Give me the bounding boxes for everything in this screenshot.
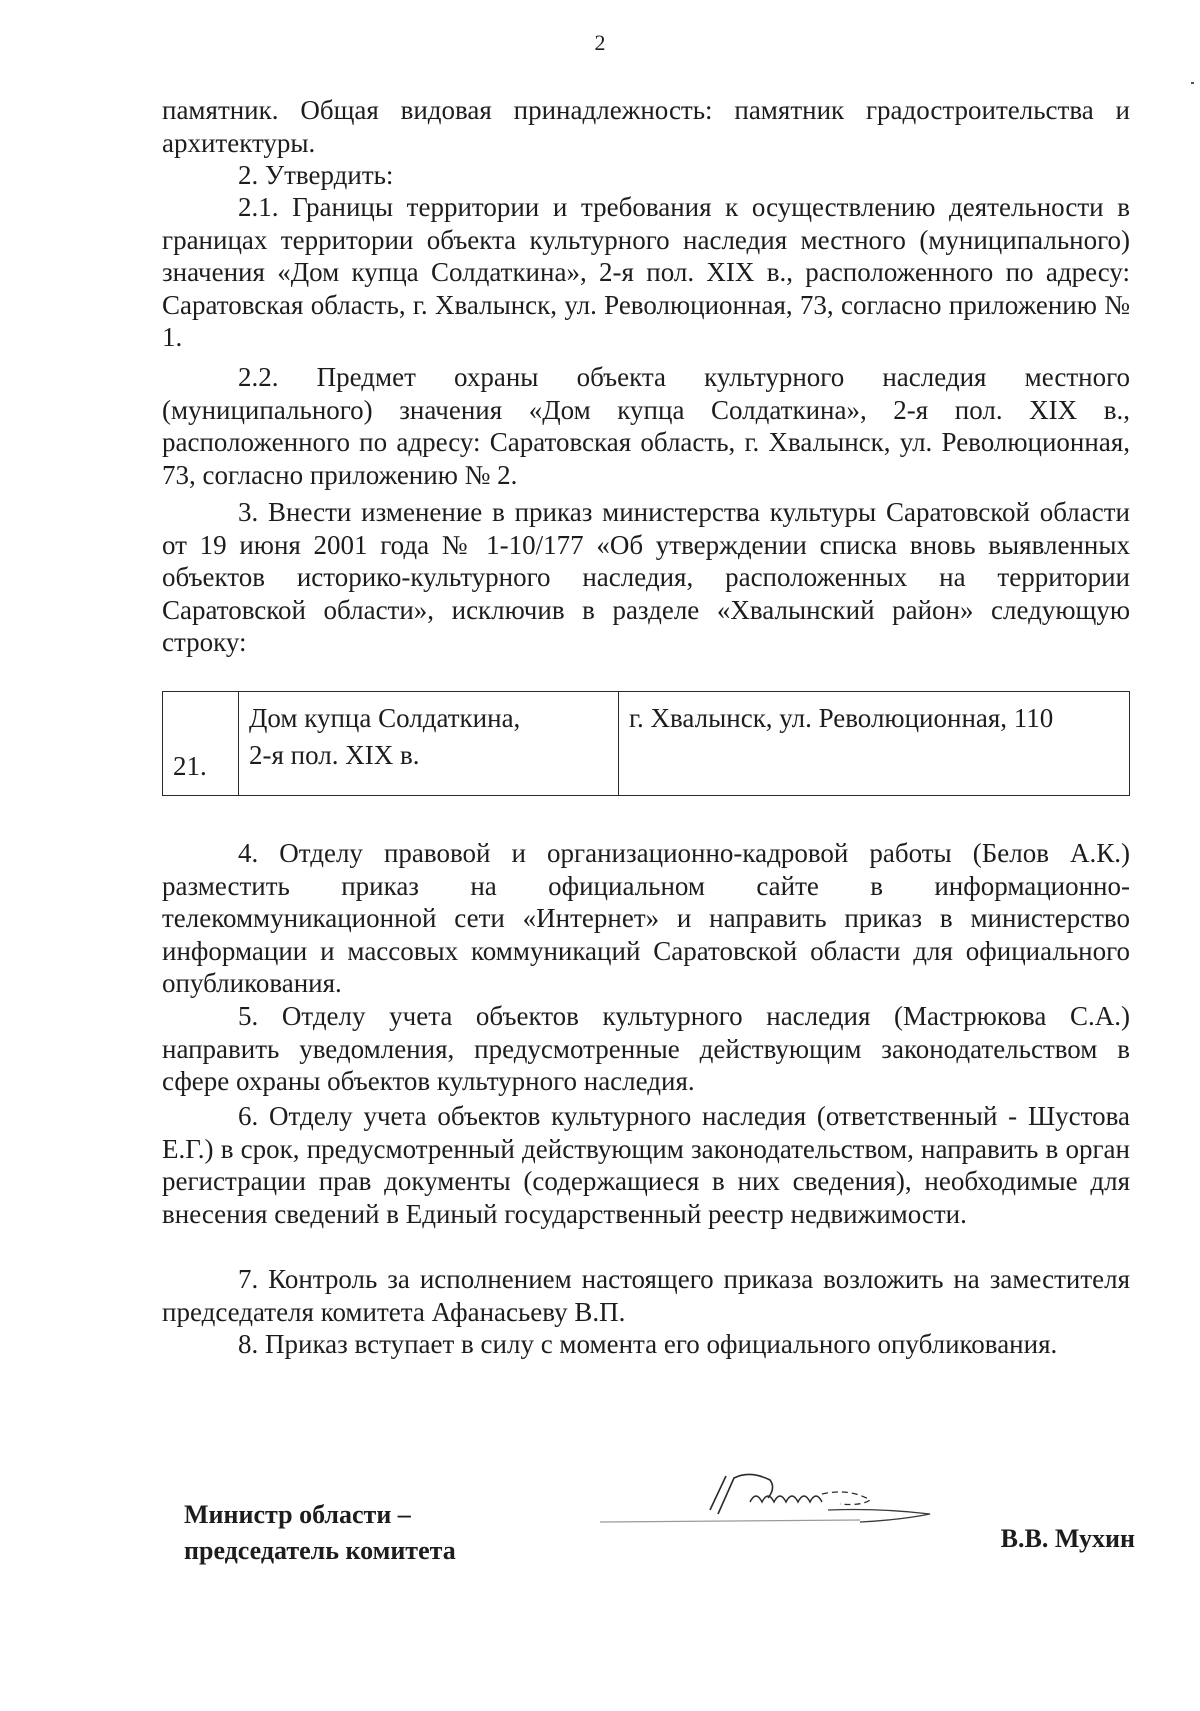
excluded-objects-table <box>162 691 1130 796</box>
table-cell-address: г. Хвалынск, ул. Революционная, 110 <box>619 692 1130 796</box>
handwritten-signature <box>600 1470 960 1540</box>
scan-artifact <box>1191 82 1194 84</box>
paragraph-monument-type: памятник. Общая видовая принадлежность: памятник градостроительства и архитектуры. <box>162 95 1130 158</box>
object-name-line-1: Дом купца Солдаткина, <box>249 703 521 733</box>
object-name-line-2: 2-я пол. XIX в. <box>249 740 420 770</box>
table-cell-number: 21. <box>163 692 239 796</box>
paragraph-8-effective-date: 8. Приказ вступает в силу с момента его официального опубликования. <box>238 1329 1058 1359</box>
paragraph-5-notifications: 5. Отделу учета объектов культурного наследия (Мастрюкова С.А.) направить уведомления, предусмотренные действующим законодательством в сфере охраны объектов культурного наследия. <box>162 1001 1130 1096</box>
page-number: 2 <box>594 30 606 55</box>
paragraph-3-amendment: 3. Внести изменение в приказ министерства культуры Саратовской области от 19 июня 2001 года № 1-10/177 «Об утверждении списка вновь выявленных объектов историко-культурного наследия, расположенных на территории Саратовской области», исключив в разделе «Хвалынский район» следующую строку: <box>162 497 1130 657</box>
signatory-position-line-2: председатель комитета <box>184 1536 456 1565</box>
paragraph-2-1-boundaries: 2.1. Границы территории и требования к осуществлению деятельности в границах территории объекта культурного наследия местного (муниципального) значения «Дом купца Солдаткина», 2-я пол. XIX в., расположенного по адресу: Саратовская область, г. Хвалынск, ул. Революционная, 73, согласно приложению № 1. <box>162 192 1130 352</box>
signatory-position <box>184 1497 456 1569</box>
paragraph-6-registration: 6. Отделу учета объектов культурного наследия (ответственный - Шустова Е.Г.) в срок, предусмотренный действующим законодательством, направить в орган регистрации прав документы (содержащиеся в них сведения), необходимые для внесения сведений в Единый государственный реестр недвижимости. <box>162 1101 1130 1229</box>
signatory-name: В.В. Мухин <box>1000 1524 1135 1553</box>
paragraph-4-publication: 4. Отделу правовой и организационно-кадровой работы (Белов А.К.) разместить приказ на официальном сайте в информационно-телекоммуникационной сети «Интернет» и направить приказ в министерство информации и массовых коммуникаций Саратовской области для официального опубликования. <box>162 838 1130 998</box>
paragraph-2-2-protection-subject: 2.2. Предмет охраны объекта культурного наследия местного (муниципального) значения «Дом купца Солдаткина», 2-я пол. XIX в., расположенного по адресу: Саратовская область, г. Хвалынск, ул. Революционная, 73, согласно приложению № 2. <box>162 362 1130 490</box>
table-row <box>163 692 1130 796</box>
signatory-position-line-1: Министр области – <box>184 1500 411 1529</box>
paragraph-approve-heading: 2. Утвердить: <box>238 160 394 190</box>
table-cell-object-name <box>239 692 619 796</box>
paragraph-7-control: 7. Контроль за исполнением настоящего приказа возложить на заместителя председателя комитета Афанасьеву В.П. <box>162 1264 1130 1327</box>
